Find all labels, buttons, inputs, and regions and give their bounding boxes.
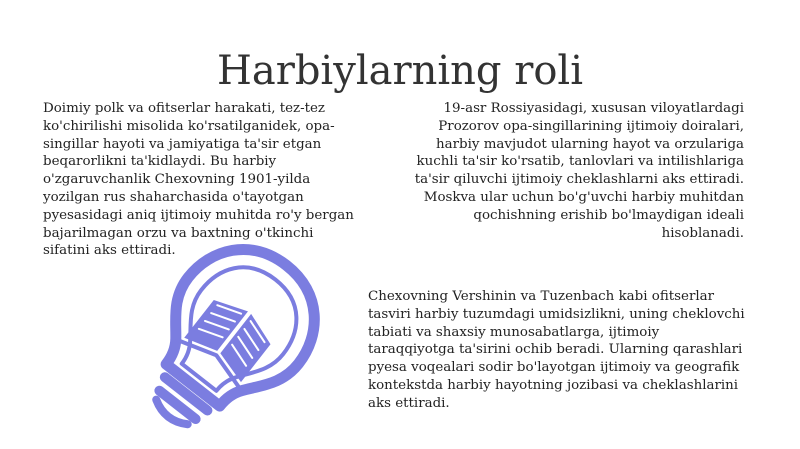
paragraph-bottom: Chexovning Vershinin va Tuzenbach kabi ofitserlar tasviri harbiy tuzumdagi umidsizlikni, uning cheklovchi tabiati va shaxsiy munosabatlarga, ijtimoiy taraqqiyotga ta'sirini ochib beradi. Ularning qarashlari pyesa voqealari sodir bo'layotgan ijtimoiy va geografik kontekstda harbiy hayotning jozibasi va cheklashlarini aks ettiradi. [368,289,745,411]
paragraph-left: Doimiy polk va ofitserlar harakati, tez-tez ko'chirilishi misolida ko'rsatilganidek, opa-singillar hayoti va jamiyatiga ta'sir etgan beqarorlikni ta'kidlaydi. Bu harbiy o'zgaruvchanlik Chexovning 1901-yilda yozilgan rus shaharchasida o'tayotgan pyesasidagi aniq ijtimoiy muhitda ro'y bergan bajarilmagan orzu va baxtning o'tkinchi sifatini aks ettiradi. [43,101,354,259]
lightbulb-book-icon [96,240,326,440]
paragraph-right: 19-asr Rossiyasidagi, xususan viloyatlardagi Prozorov opa-singillarining ijtimoiy doiralari, harbiy mavjudot ularning hayot va orzulariga kuchli ta'sir ko'rsatib, tanlovlari va intilishlariga ta'sir qiluvchi ijtimoiy cheklashlarni aks ettiradi. Moskva ular uchun bo'g'uvchi harbiy muhitdan qochishning erishib bo'lmaydigan ideali hisoblanadi. [414,101,744,241]
slide-title: Harbiylarning roli [216,47,584,94]
